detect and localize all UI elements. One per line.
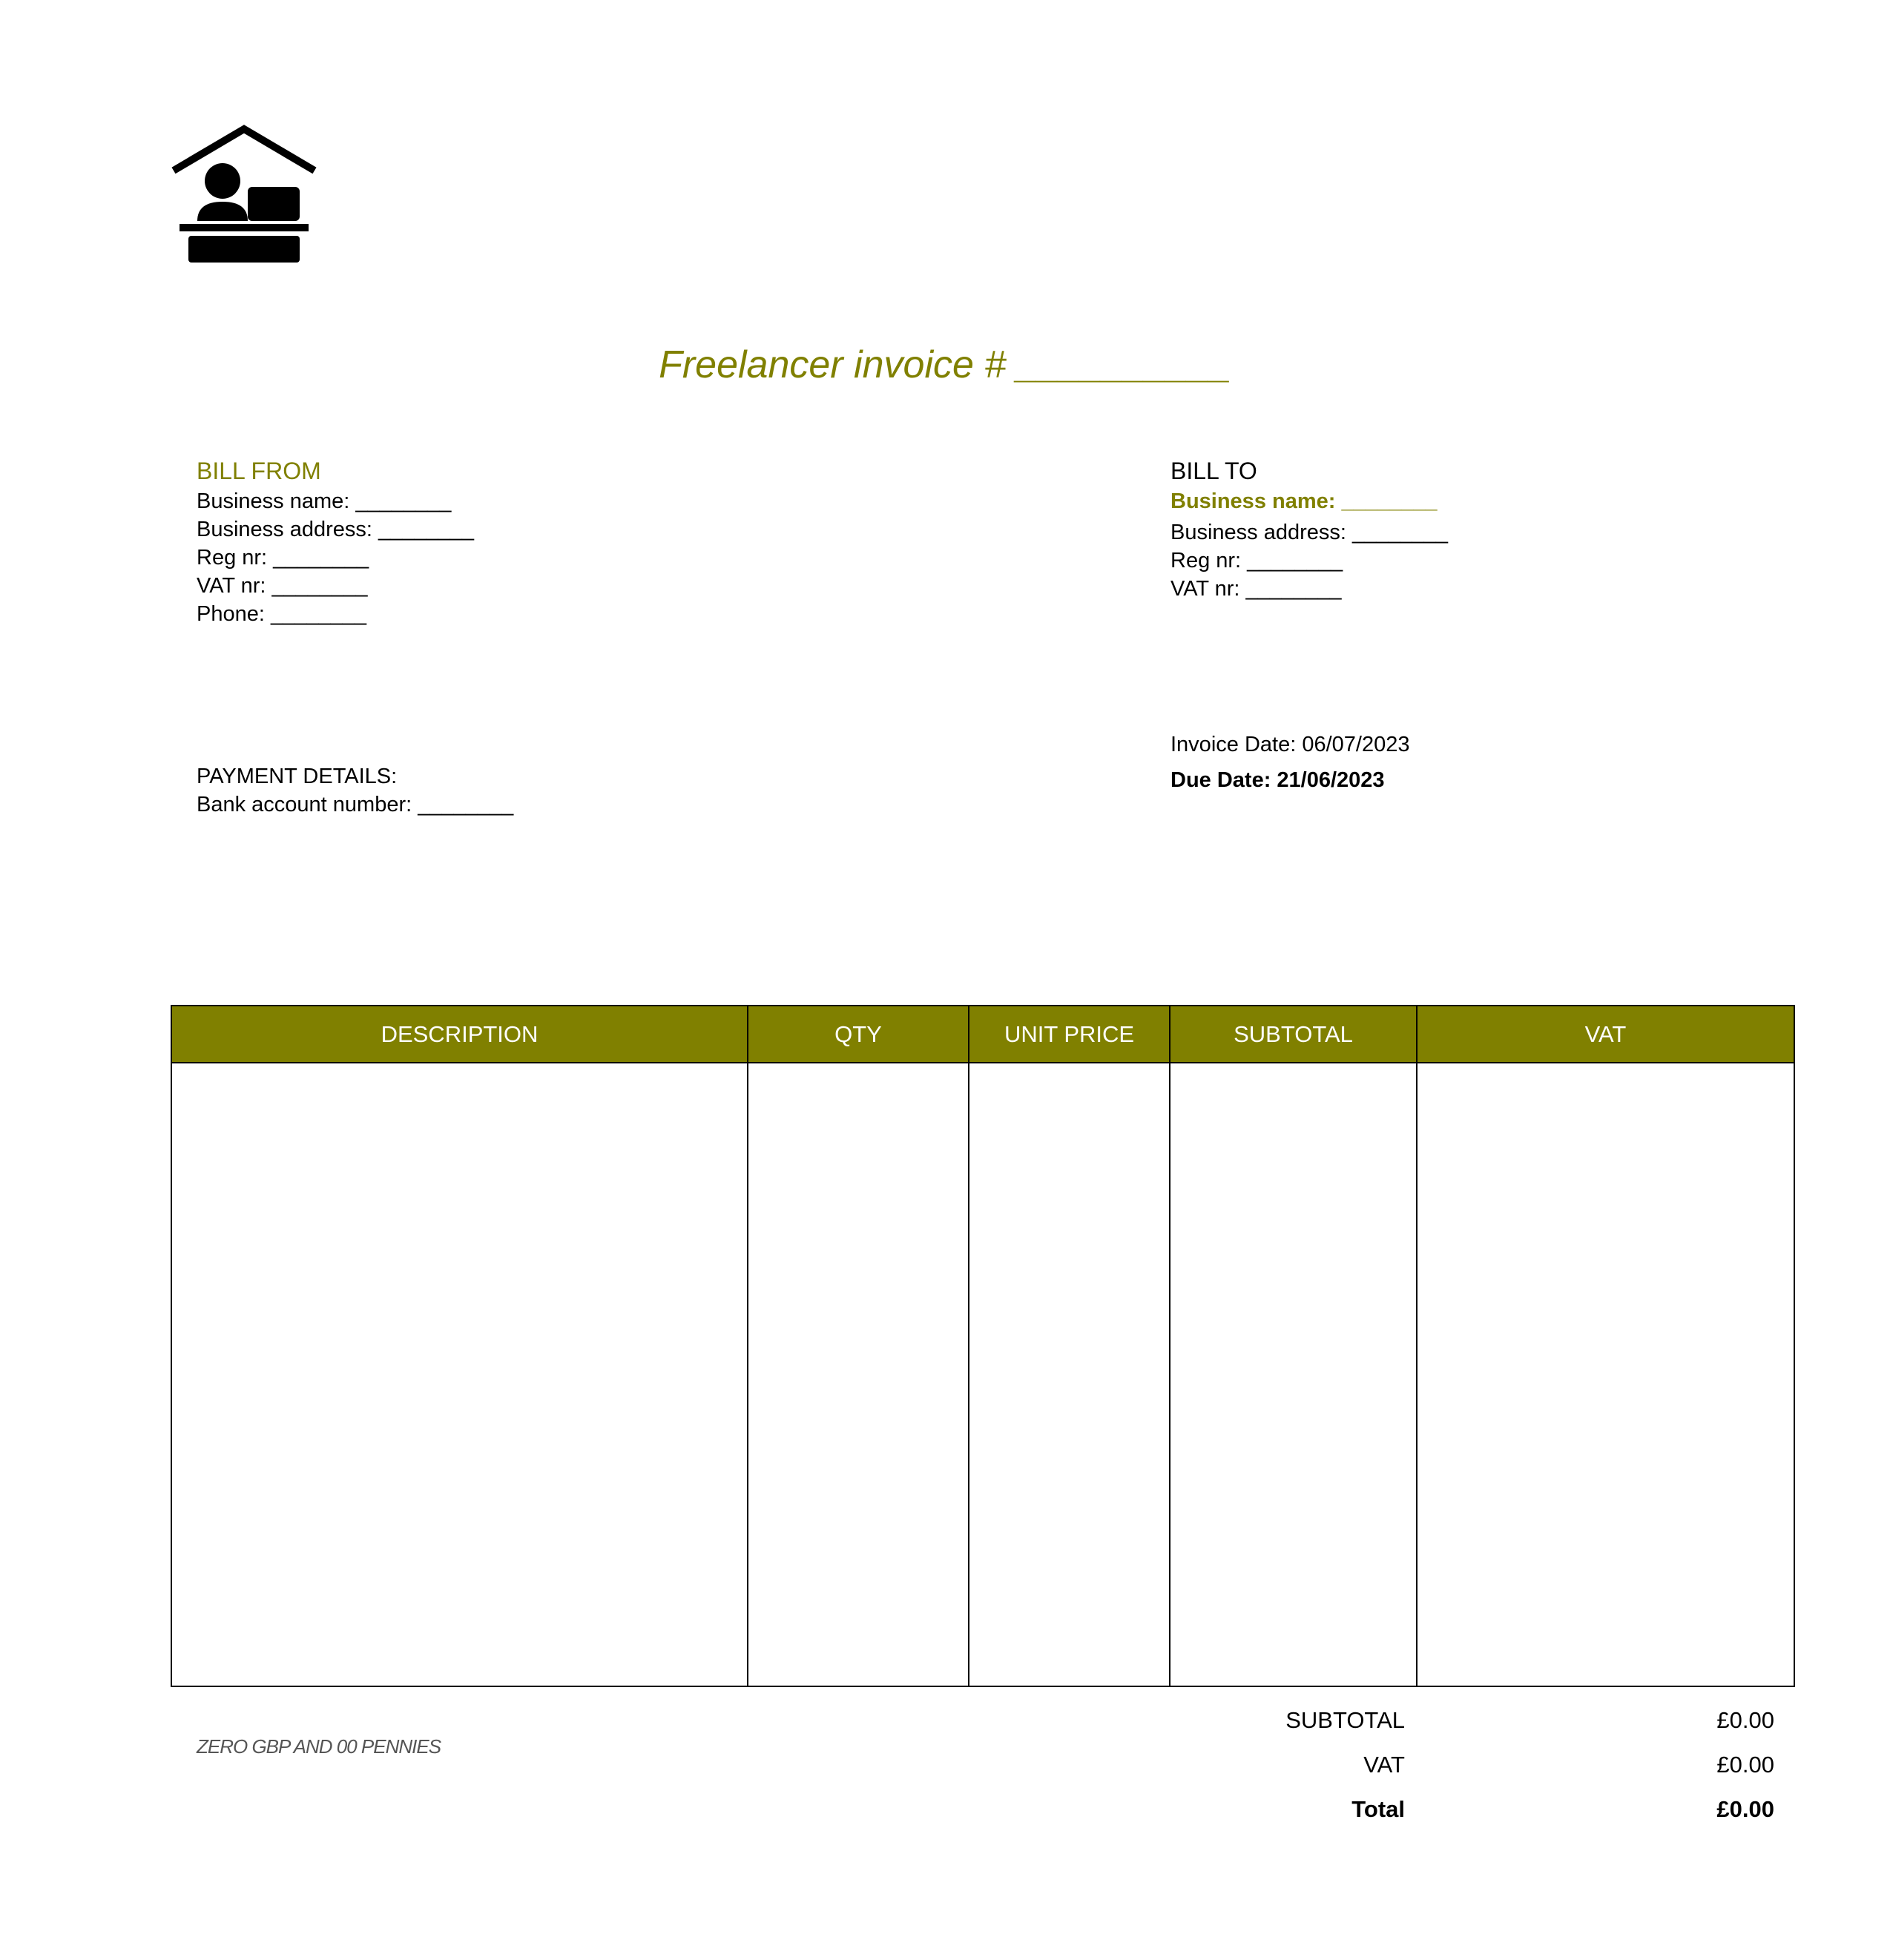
vat-value: £0.00 bbox=[1716, 1752, 1774, 1778]
invoice-date: Invoice Date: 06/07/2023 bbox=[1170, 733, 1410, 756]
bill-to-reg-nr: Reg nr: ________ bbox=[1170, 549, 1343, 573]
freelancer-house-desk-icon bbox=[169, 125, 319, 265]
subtotal-label: SUBTOTAL bbox=[1285, 1707, 1405, 1733]
bill-to-section bbox=[1170, 455, 1448, 603]
amount-in-words: ZERO GBP AND 00 PENNIES bbox=[197, 1735, 441, 1758]
total-value: £0.00 bbox=[1716, 1796, 1774, 1822]
payment-details-section bbox=[197, 762, 513, 819]
bill-from-reg-nr: Reg nr: ________ bbox=[197, 546, 369, 570]
column-header-qty: QTY bbox=[834, 1021, 882, 1047]
bill-to-vat-nr: VAT nr: ________ bbox=[1170, 577, 1342, 601]
bill-to-business-name: Business name: ________ bbox=[1170, 489, 1438, 513]
total-label: Total bbox=[1351, 1796, 1405, 1822]
column-header-subtotal: SUBTOTAL bbox=[1234, 1021, 1353, 1047]
bank-account-number: Bank account number: ________ bbox=[197, 793, 514, 816]
bill-from-phone: Phone: ________ bbox=[197, 602, 366, 626]
bill-from-business-name: Business name: ________ bbox=[197, 489, 452, 513]
column-header-description: DESCRIPTION bbox=[381, 1021, 539, 1047]
bill-from-business-address: Business address: ________ bbox=[197, 518, 475, 541]
column-header-unit-price: UNIT PRICE bbox=[1004, 1021, 1135, 1047]
items-table bbox=[171, 1005, 1795, 1687]
invoice-title: Freelancer invoice # __________ bbox=[659, 343, 1231, 386]
column-divider bbox=[1169, 1006, 1170, 1686]
bill-from-section bbox=[197, 455, 474, 628]
items-table-header bbox=[172, 1006, 1794, 1063]
column-divider bbox=[1416, 1006, 1418, 1686]
invoice-dates bbox=[1170, 727, 1409, 798]
vat-label: VAT bbox=[1363, 1752, 1405, 1778]
bill-to-heading: BILL TO bbox=[1170, 458, 1257, 484]
due-date: Due Date: 21/06/2023 bbox=[1170, 768, 1385, 792]
subtotal-value: £0.00 bbox=[1716, 1707, 1774, 1733]
bill-from-heading: BILL FROM bbox=[197, 458, 321, 484]
column-header-vat: VAT bbox=[1584, 1021, 1627, 1047]
column-divider bbox=[747, 1006, 748, 1686]
bill-from-vat-nr: VAT nr: ________ bbox=[197, 574, 368, 598]
payment-details-heading: PAYMENT DETAILS: bbox=[197, 765, 398, 788]
bill-to-business-address: Business address: ________ bbox=[1170, 521, 1449, 544]
column-divider bbox=[968, 1006, 969, 1686]
